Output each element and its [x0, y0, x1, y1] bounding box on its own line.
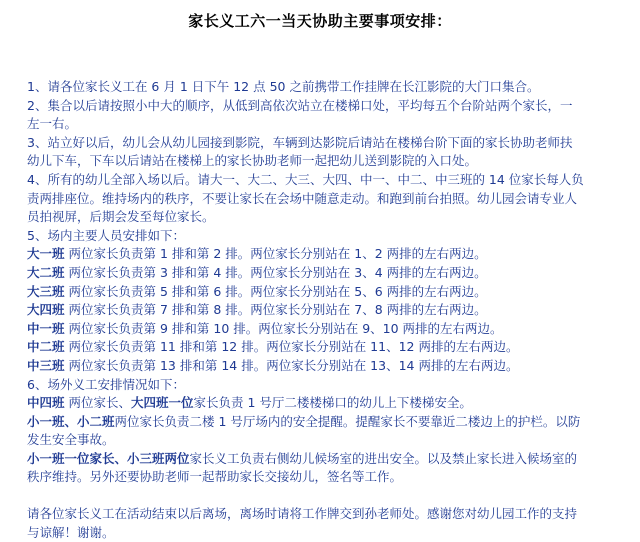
item-3-line-1: 3、站立好以后，幼儿会从幼儿园接到影院，车辆到达影院后请站在楼梯台阶下面的家长协助老师扶	[27, 134, 573, 150]
outside-row-3-line-2: 秩序维持。另外还要协助老师一起帮助家长交接幼儿，签名等工作。	[27, 469, 403, 485]
class-name: 中二班	[27, 339, 65, 355]
class-name: 大一班	[27, 246, 65, 262]
item-4-line-2: 责两排座位。维持场内的秩序，不要让家长在会场中随意走动。和跑到前台拍照。幼儿园会请专业人	[27, 190, 578, 206]
outside-row-3	[27, 450, 617, 469]
item-6-heading: 6、场外义工安排情况如下：	[27, 376, 185, 392]
class-row-da4	[27, 301, 617, 320]
item-2-line-1: 2、集合以后请按照小中大的顺序，从低到高依次站立在楼梯口处，平均每五个台阶站两个家长，一	[27, 97, 573, 113]
spacer	[27, 487, 617, 505]
closing-line-2: 与谅解！谢谢。	[27, 524, 115, 540]
class-duty: 两位家长负责第 5 排和第 6 排。两位家长分别站在 5、6 两排的左右两边。	[64, 283, 487, 299]
class-duty: 两位家长负责第 1 排和第 2 排。两位家长分别站在 1、2 两排的左右两边。	[64, 246, 487, 262]
class-duty: 两位家长负责第 3 排和第 4 排。两位家长分别站在 3、4 两排的左右两边。	[64, 264, 487, 280]
outside-text: 家长负责 1 号厅二楼楼梯口的幼儿上下楼梯安全。	[193, 395, 472, 411]
class-name: 大四班一位	[131, 395, 194, 411]
outside-text: 家长义工负责右侧幼儿候场室的进出安全。以及禁止家长进入候场室的	[189, 450, 578, 466]
class-row-da2	[27, 264, 617, 283]
class-name: 中四班	[27, 395, 65, 411]
class-name: 小一班一位家长、小三班两位	[27, 450, 190, 466]
class-duty: 两位家长负责第 9 排和第 10 排。两位家长分别站在 9、10 两排的左右两边。	[64, 320, 503, 336]
document-body	[27, 78, 617, 542]
outside-row-2	[27, 413, 617, 432]
class-duty: 两位家长负责第 7 排和第 8 排。两位家长分别站在 7、8 两排的左右两边。	[64, 302, 487, 318]
item-2-line-2: 左一右。	[27, 116, 78, 132]
outside-row-2-line-2: 发生安全事故。	[27, 432, 115, 448]
item-5-line-1: 5、场内主要人员安排如下：	[27, 227, 185, 243]
outside-text: 两位家长负责二楼 1 号厅场内的安全提醒。提醒家长不要靠近二楼边上的护栏。以防	[114, 413, 581, 429]
item-3-line-2: 幼儿下车，下车以后请站在楼梯上的家长协助老师一起把幼儿送到影院的入口处。	[27, 153, 478, 169]
class-name: 大三班	[27, 283, 65, 299]
class-name: 大四班	[27, 302, 65, 318]
class-duty: 两位家长负责第 11 排和第 12 排。两位家长分别站在 11、12 两排的左右两边。	[64, 339, 519, 355]
class-name: 小一班、小二班	[27, 413, 115, 429]
outside-row-1	[27, 394, 617, 413]
class-duty: 两位家长负责第 13 排和第 14 排。两位家长分别站在 13、14 两排的左右两边。	[64, 357, 519, 373]
class-row-zhong1	[27, 320, 617, 339]
class-row-da3	[27, 283, 617, 302]
class-row-zhong2	[27, 338, 617, 357]
closing-line-1: 请各位家长义工在活动结束以后离场，离场时请将工作牌交到孙老师处。感谢您对幼儿园工作的支持	[27, 506, 578, 522]
class-name: 大二班	[27, 264, 65, 280]
outside-text: 两位家长、	[64, 395, 131, 411]
class-row-zhong3	[27, 357, 617, 376]
item-1-line-1: 1、请各位家长义工在 6 月 1 日下午 12 点 50 之前携带工作挂牌在长江影院的大门口集合。	[27, 79, 540, 94]
class-row-da1	[27, 245, 617, 264]
class-name: 中三班	[27, 357, 65, 373]
page-title: 家长义工六一当天协助主要事项安排：	[188, 12, 452, 30]
class-name: 中一班	[27, 320, 65, 336]
item-4-line-1: 4、所有的幼儿全部入场以后。请大一、大二、大三、大四、中一、中二、中三班的 14 位家长每人负	[27, 171, 584, 187]
item-4-line-3: 员拍视屏，后期会发至每位家长。	[27, 209, 215, 225]
